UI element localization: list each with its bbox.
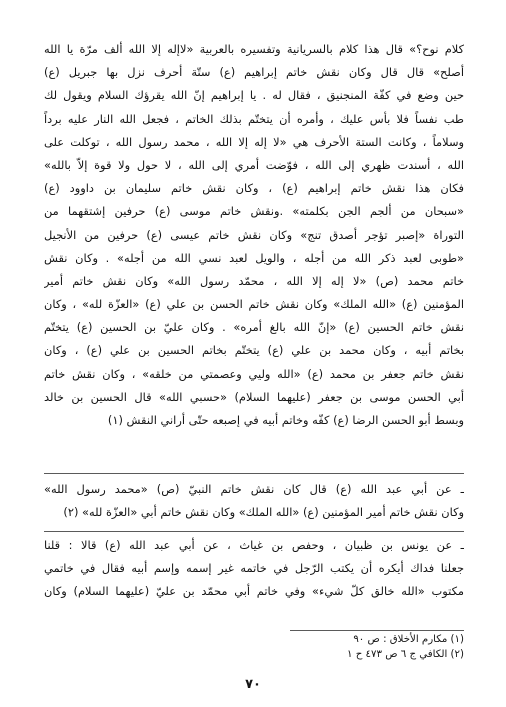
footnote-divider xyxy=(290,630,464,631)
text-line: جعلنا فداك أيكره أن يكتب الرّجل في خاتمه غير إسمه وإسم أبيه فقال في خاتمي xyxy=(44,561,464,576)
text-line: الله ، أسندت ظهري إلى الله ، فوّضت أمري إلى الله ، لا حول ولا قوة إلاّ بالله» xyxy=(44,157,464,172)
text-line: التوراة «إصبر تؤجر أصدق تنج» وكان نقش خاتم عيسى (ع) حرفين من الأنجيل xyxy=(44,227,464,242)
main-text-block xyxy=(44,38,464,432)
text-line: نقش خاتم الحسين (ع) «إنّ الله بالغ أمره» . وكان عليّ بن الحسين (ع) يتختّم xyxy=(44,320,464,335)
text-line: أبي الحسن موسى بن جعفر (عليهما السلام) «حسبي الله» قال الحسين بن خالد xyxy=(44,389,464,404)
text-line: وكان نقش خاتم أمير المؤمنين (ع) «الله الملك» وكان نقش خاتم أبي «العزّة لله» (٢) xyxy=(63,505,464,520)
text-line: وبسط أبو الحسن الرضا (ع) كفّه وخاتم أبيه في إصبعه حتّى أراني النقش (١) xyxy=(107,413,464,427)
text-line: نقش خاتم جعفر بن محمد (ع) «الله وليي وعصمتي من خلقه» ، وكان نقش خاتم xyxy=(44,366,464,381)
text-line: أصلح» قال قال وكان نقش خاتم إبراهيم (ع) ستّة أحرف نزل بها جبريل (ع) xyxy=(44,65,464,80)
footnote: (٢) الكافي ج ٦ ص ٤٧٣ ح ١ xyxy=(346,649,464,660)
text-line: حين وضع في كفّة المنجنيق ، فقال له . يا إبراهيم إنّ الله يقرؤك السلام ويقول لك xyxy=(44,88,464,103)
section-divider xyxy=(44,473,464,474)
hadith-section-2 xyxy=(44,478,464,524)
text-line: وسلاماً ، وكانت الستة الأحرف هي «لا إله إلا الله ، محمد رسول الله ، توكلت على xyxy=(44,134,464,149)
text-line: ـ عن أبي عبد الله (ع) قال كان نقش خاتم النبيّ (ص) «محمد رسول الله» xyxy=(44,482,464,496)
footnotes xyxy=(220,632,464,662)
section-divider xyxy=(44,531,464,532)
page-number: ٧٠ xyxy=(245,677,261,692)
text-line: طب نفساً فلا بأس عليك ، وأمره أن يتختّم بذلك الخاتم ، فجعل الله النار عليه برداً xyxy=(44,111,464,126)
text-line: مكتوب «الله خالق كلّ شيء» وفي خاتم أبي محمّد بن عليّ (عليهما السلام) وكان xyxy=(44,584,464,599)
text-line: فكان هذا نقش خاتم إبراهيم (ع) ، وكان نقش خاتم سليمان بن داوود (ع) xyxy=(44,181,464,196)
text-line: «طوبى لعبد ذكر الله من أجله ، والويل لعبد نسي الله من أجله» . وكان نقش xyxy=(44,250,464,265)
text-line: «سبحان من ألجم الجن بكلمته» .ونقش خاتم موسى (ع) حرفين إشتقهما من xyxy=(44,204,464,219)
footnote: (١) مكارم الأخلاق : ص ٩٠ xyxy=(353,634,464,645)
hadith-section-3 xyxy=(44,534,464,604)
text-line: خاتم محمد (ص) «لا إله إلا الله ، محمّد رسول الله» وكان نقش خاتم أمير xyxy=(44,273,464,288)
text-line: كلام نوح؟» قال هذا كلام بالسريانية وتفسيره بالعربية «لاإله إلا الله ألف مرّة يا الله xyxy=(44,42,464,56)
text-line: بخاتم أبيه ، وكان محمد بن علي (ع) يتختّم بخاتم الحسين بن علي (ع) ، وكان xyxy=(44,343,464,358)
text-line: المؤمنين (ع) «الله الملك» وكان نقش خاتم الحسن بن علي (ع) «العزّة لله» ، وكان xyxy=(44,297,464,312)
text-line: ـ عن يونس بن ظبيان ، وحفص بن غياث ، عن أبي عبد الله (ع) قالا : قلنا xyxy=(44,538,464,552)
